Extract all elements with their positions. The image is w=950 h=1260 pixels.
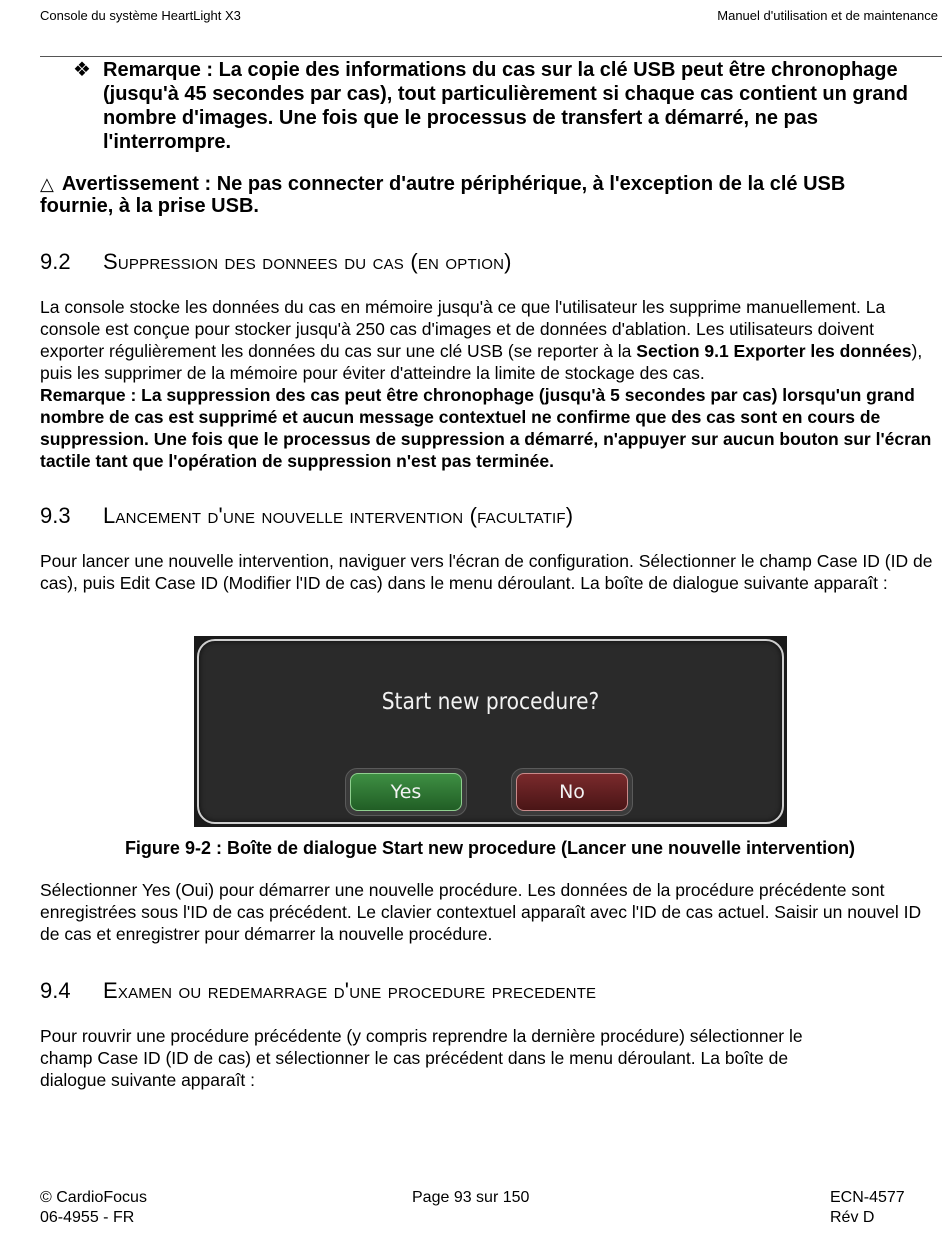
section-9-4-number: 9.4 [40, 978, 71, 1003]
note-usb-copy: Remarque : La copie des informations du cas sur la clé USB peut être chronophage (jusqu'à 45 secondes par cas), tout particulièrement si chaque cas contient un grand nombre d'images. Une fois que le processus de transfert a démarré, ne pas l'interrompre. [103, 59, 908, 153]
section-9-4-paragraph: Pour rouvrir une procédure précédente (y compris reprendre la dernière procédure) sélectionner le champ Case ID (ID de cas) et sélectionner le cas précédent dans le menu déroulant. La boîte de dialogue suivante apparaît : [40, 1026, 803, 1090]
section-9-4-title: Examen ou redemarrage d'une procedure precedente [103, 978, 597, 1003]
footer-revision: Rév D [830, 1209, 875, 1226]
section-9-1-reference-link: Section 9.1 Exporter les données [636, 341, 912, 361]
warning-triangle-icon: △ [40, 174, 54, 194]
no-button-label: No [516, 773, 628, 811]
footer-doc-number: 06-4955 - FR [40, 1209, 135, 1226]
section-9-3-after-paragraph: Sélectionner Yes (Oui) pour démarrer une nouvelle procédure. Les données de la procédure précédente sont enregistrées sous l'ID de cas précédent. Le clavier contextuel apparaît avec l'ID de cas actuel. Saisir un nouvel ID de cas et enregistrer pour démarrer la nouvelle procédure. [40, 880, 922, 944]
section-9-2-text-start: La console stocke les données du cas en mémoire jusqu'à ce que l'utilisateur les supprime manuellement. La console est conçue pour stocker jusqu'à 250 cas d'images et de données d'ablation. Les utilisateurs doivent exporter régulièrement les données du cas sur une clé USB (se reporter à la [40, 297, 886, 361]
warning-usb [40, 173, 910, 217]
section-9-2-title: Suppression des donnees du cas (en option) [103, 249, 512, 274]
section-9-2-number: 9.2 [40, 249, 71, 274]
yes-button-label: Yes [350, 773, 462, 811]
no-button[interactable] [511, 768, 633, 816]
section-9-2-note: Remarque : La suppression des cas peut être chronophage (jusqu'à 5 secondes par cas) lorsqu'un grand nombre de cas est supprimé et aucun message contextuel ne confirme que des cas sont en cours de suppression. Une fois que le processus de suppression a démarré, n'appuyer sur aucun bouton sur l'écran tactile tant que l'opération de suppression n'est pas terminée. [40, 385, 932, 471]
section-9-2-paragraph [40, 296, 940, 472]
figure-caption: Figure 9-2 : Boîte de dialogue Start new procedure (Lancer une nouvelle intervention) [124, 838, 856, 858]
note-bullet-icon: ❖ [73, 59, 91, 81]
start-new-procedure-dialog [194, 636, 787, 827]
dialog-prompt: Start new procedure? [381, 689, 600, 715]
warning-text: Avertissement : Ne pas connecter d'autre périphérique, à l'exception de la clé USB fournie, à la prise USB. [40, 173, 846, 217]
footer-left [40, 1188, 147, 1228]
footer-ecn: ECN-4577 [830, 1189, 905, 1206]
header-divider [40, 56, 942, 57]
footer-right [830, 1188, 905, 1228]
yes-button[interactable] [345, 768, 467, 816]
dialog-frame [197, 639, 784, 824]
header-left-title: Console du système HeartLight X3 [40, 8, 241, 23]
section-9-3-number: 9.3 [40, 503, 71, 528]
section-9-3-paragraph: Pour lancer une nouvelle intervention, naviguer vers l'écran de configuration. Sélectionner le champ Case ID (ID de cas), puis Edit Case ID (Modifier l'ID de cas) dans le menu déroulant. La boîte de dialogue suivante apparaît : [40, 551, 933, 593]
footer-page-number: Page 93 sur 150 [412, 1189, 530, 1206]
section-9-2-text-end: ), puis les supprimer de la mémoire pour éviter d'atteindre la limite de stockage des cas. [40, 341, 923, 383]
section-9-3-title: Lancement d'une nouvelle intervention (facultatif) [103, 503, 574, 528]
footer-copyright: © CardioFocus [40, 1189, 147, 1206]
header-right-title: Manuel d'utilisation et de maintenance [717, 8, 938, 23]
